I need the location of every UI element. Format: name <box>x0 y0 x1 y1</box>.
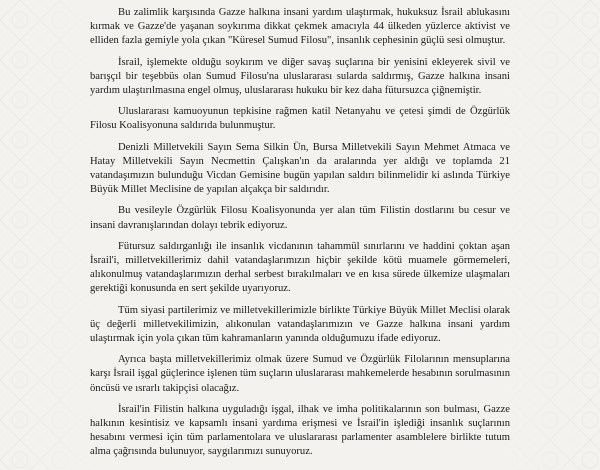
paragraph: Bu vesileyle Özgürlük Filosu Koalisyonunda yer alan tüm Filistin dostlarını bu cesur ve insani davranışlarından dolayı tebrik ediyoruz. <box>90 205 510 231</box>
paragraph: İsrail, işlemekte olduğu soykırım ve diğer savaş suçlarına bir yenisini ekleyerek sivil ve barışçıl bir teşebbüs olan Sumud Filosu'na uluslararası sularda saldırmış, Gazze halkına insani yardım ulaştırılmasına engel olmuş, uluslararası hukuku bir kez daha fütursuzca çiğnemiştir. <box>90 56 510 97</box>
paragraph: Bu zalimlik karşısında Gazze halkına insani yardım ulaştırmak, hukuksuz İsrail ablukasını kırmak ve Gazze'de yaşanan soykırıma dikkat çekmek amacıyla 44 ülkeden yüzlerce aktivist ve elliden fazla gemiyle yola çıkan "Küresel Sumud Filosu", insanlık cephesinin güçlü sesi olmuştur. <box>90 7 510 47</box>
paragraph: Tüm siyasi partilerimiz ve milletvekillerimizle birlikte Türkiye Büyük Millet Meclisi olarak üç değerli milletvekilimizin, alıkonulan vatandaşlarımızın ve Gazze halkına insani yardım ulaştırmak için yola çıkan tüm kahramanların yanında olduğumuzu ifade ediyoruz. <box>90 304 510 345</box>
document-body <box>90 6 510 467</box>
paragraph: Denizli Milletvekili Sayın Sema Silkin Ün, Bursa Milletvekili Sayın Mehmet Atmaca ve Hatay Milletvekili Sayın Necmettin Çalışkan'ın da aralarında yer aldığı ve toplamda 21 vatandaşımızın bulunduğu Vicdan Gemisine bugün yapılan saldırı bilinmelidir ki aslında Türkiye Büyük Millet Meclisine de yapılan alçakça bir saldırıdır. <box>90 141 510 196</box>
paragraph: Uluslararası kamuoyunun tepkisine rağmen katil Netanyahu ve çetesi şimdi de Özgürlük Filosu Koalisyonuna saldırıda bulunmuştur. <box>90 106 510 132</box>
paragraph: Fütursuz saldırganlığı ile insanlık vicdanının tahammül sınırlarını ve haddini çoktan aşan İsrail'i, milletvekillerimiz dahil vatandaşlarımızın hiçbir şekilde kötü muamele görmemeleri, alıkonulmuş vatandaşlarımızın derhal serbest bırakılmaları ve en kısa sürede ülkemize ulaşmaları gerektiği konusunda en sert şekilde uyarıyoruz. <box>90 240 510 295</box>
paragraph: Ayrıca başta milletvekillerimiz olmak üzere Sumud ve Özgürlük Filolarının mensuplarına karşı İsrail işgal güçlerince işlenen tüm suçların uluslararası mahkemelerde hesabının sorulmasının öncüsü ve ısrarlı takipçisi olacağız. <box>90 354 510 394</box>
paragraph: İsrail'in Filistin halkına uyguladığı işgal, ilhak ve imha politikalarının son bulması, Gazze halkının kesintisiz ve kapsamlı insani yardıma erişmesi ve İsrail'in işlediği insanlık suçlarının hesabını vermesi için tüm parlamentolara ve uluslararası parlamenter asamblelere birlikte tutum alma çağrısında bulunuyor, saygılarımızı sunuyoruz. <box>90 403 510 458</box>
